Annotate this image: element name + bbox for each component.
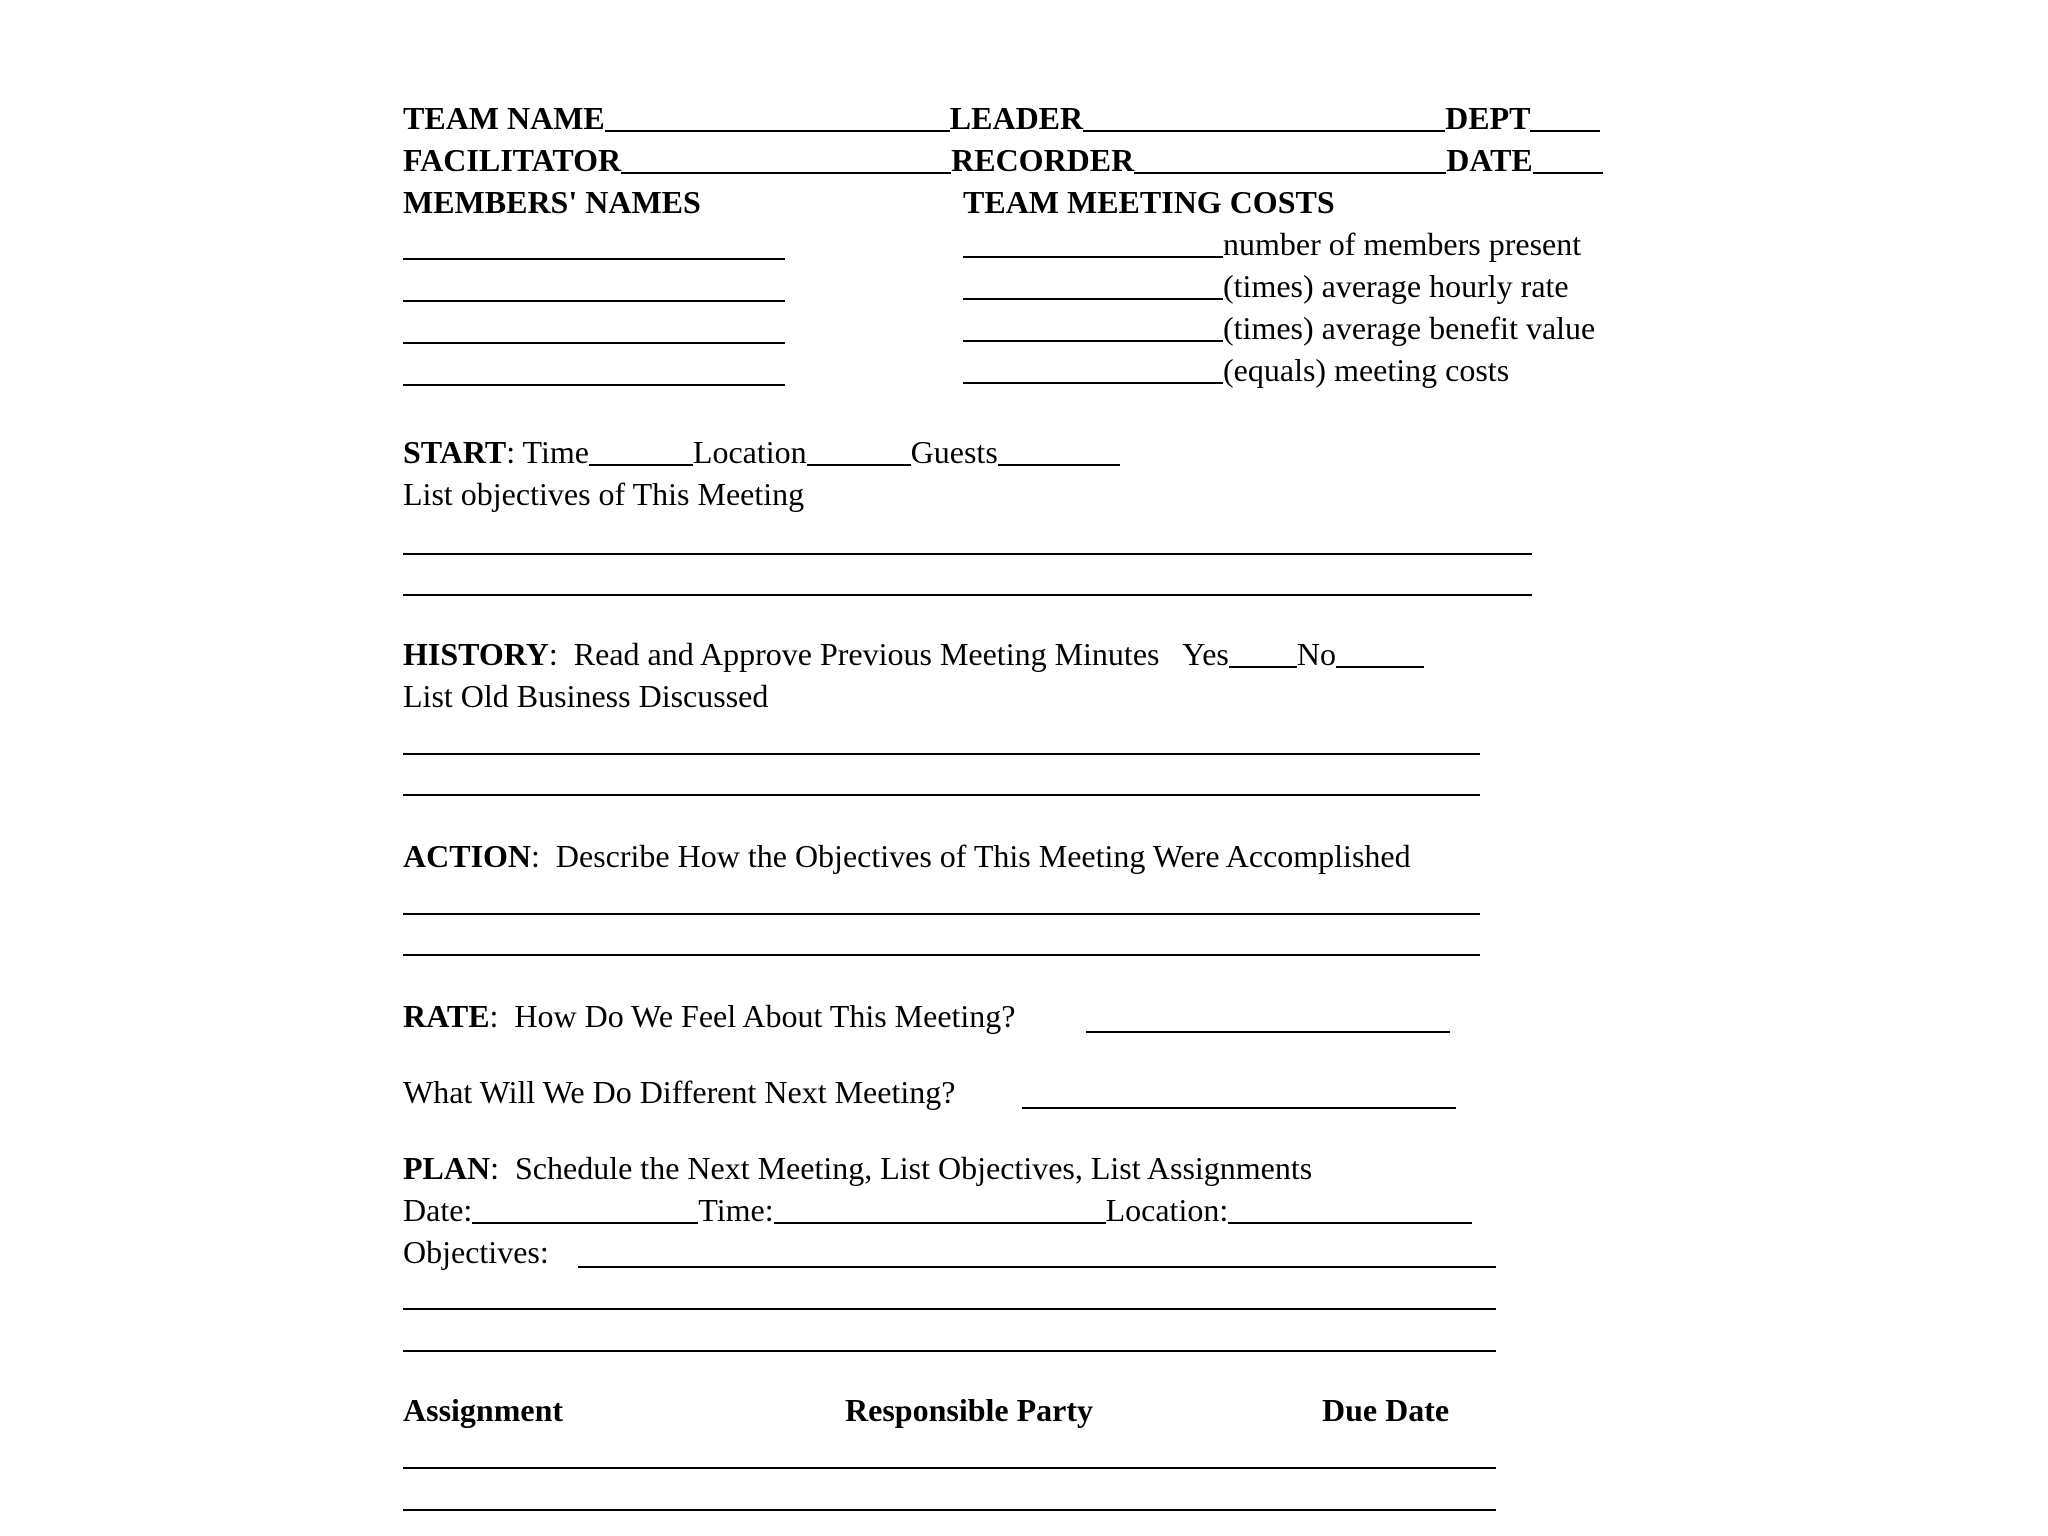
leader-label: LEADER bbox=[949, 100, 1084, 136]
due-date-column-header: Due Date bbox=[1322, 1392, 1450, 1428]
assignment-column-header: Assignment bbox=[403, 1392, 564, 1428]
action-heading: ACTION bbox=[403, 838, 532, 874]
dept-blank[interactable] bbox=[1530, 130, 1600, 132]
start-location-blank[interactable] bbox=[807, 464, 911, 466]
plan-date-row bbox=[403, 1190, 1472, 1230]
cost-label: (equals) meeting costs bbox=[1223, 352, 1510, 388]
recorder-blank[interactable] bbox=[1134, 172, 1446, 174]
start-location-label: Location bbox=[692, 434, 807, 470]
cost-label: (times) average hourly rate bbox=[1223, 268, 1569, 304]
member-name-line[interactable] bbox=[403, 384, 785, 386]
different-next-line[interactable] bbox=[1022, 1107, 1456, 1109]
objectives-line[interactable] bbox=[403, 553, 1532, 555]
team-name-label: TEAM NAME bbox=[403, 100, 605, 136]
old-business-line[interactable] bbox=[403, 794, 1480, 796]
plan-time-blank[interactable] bbox=[774, 1222, 1106, 1224]
member-name-line[interactable] bbox=[403, 258, 785, 260]
rate-text: : How Do We Feel About This Meeting? bbox=[489, 998, 1016, 1034]
start-guests-label: Guests bbox=[910, 434, 998, 470]
cost-row bbox=[963, 224, 1581, 264]
rate-row bbox=[403, 996, 1016, 1036]
plan-objectives-line[interactable] bbox=[403, 1350, 1496, 1352]
list-old-business-label: List Old Business Discussed bbox=[403, 678, 769, 714]
team-name-row bbox=[403, 98, 1600, 138]
history-yes-blank[interactable] bbox=[1229, 666, 1297, 668]
cost-label: number of members present bbox=[1223, 226, 1582, 262]
plan-objectives-line[interactable] bbox=[403, 1308, 1496, 1310]
rate-feel-line[interactable] bbox=[1086, 1031, 1450, 1033]
date-blank[interactable] bbox=[1533, 172, 1603, 174]
dept-label: DEPT bbox=[1445, 100, 1531, 136]
cost-row bbox=[963, 308, 1595, 348]
assignment-line[interactable] bbox=[403, 1509, 1496, 1511]
list-objectives-label: List objectives of This Meeting bbox=[403, 476, 805, 512]
start-time-blank[interactable] bbox=[589, 464, 693, 466]
history-no-blank[interactable] bbox=[1336, 666, 1424, 668]
cost-blank[interactable] bbox=[963, 340, 1223, 342]
action-line[interactable] bbox=[403, 954, 1480, 956]
different-next-label: What Will We Do Different Next Meeting? bbox=[403, 1074, 956, 1110]
action-line[interactable] bbox=[403, 913, 1480, 915]
plan-location-blank[interactable] bbox=[1228, 1222, 1472, 1224]
action-row bbox=[403, 836, 1411, 876]
plan-objectives-label: Objectives: bbox=[403, 1234, 549, 1270]
start-heading: START bbox=[403, 434, 507, 470]
member-name-line[interactable] bbox=[403, 342, 785, 344]
objectives-line[interactable] bbox=[403, 594, 1532, 596]
plan-text: : Schedule the Next Meeting, List Objectives, List Assignments bbox=[490, 1150, 1313, 1186]
cost-row bbox=[963, 266, 1569, 306]
plan-heading: PLAN bbox=[403, 1150, 491, 1186]
plan-row bbox=[403, 1148, 1312, 1188]
members-names-heading: MEMBERS' NAMES bbox=[403, 184, 701, 220]
start-guests-blank[interactable] bbox=[998, 464, 1120, 466]
facilitator-label: FACILITATOR bbox=[403, 142, 622, 178]
facilitator-row bbox=[403, 140, 1603, 180]
cost-blank[interactable] bbox=[963, 256, 1223, 258]
old-business-line[interactable] bbox=[403, 753, 1480, 755]
plan-objectives-line[interactable] bbox=[578, 1266, 1496, 1268]
team-meeting-costs-heading: TEAM MEETING COSTS bbox=[963, 184, 1335, 220]
history-no-label: No bbox=[1296, 636, 1336, 672]
responsible-party-column-header: Responsible Party bbox=[845, 1392, 1093, 1428]
plan-time-label: Time: bbox=[698, 1192, 774, 1228]
cost-label: (times) average benefit value bbox=[1223, 310, 1596, 346]
cost-blank[interactable] bbox=[963, 298, 1223, 300]
recorder-label: RECORDER bbox=[951, 142, 1135, 178]
start-time-label: : Time bbox=[506, 434, 589, 470]
leader-blank[interactable] bbox=[1083, 130, 1445, 132]
team-name-blank[interactable] bbox=[605, 130, 950, 132]
rate-heading: RATE bbox=[403, 998, 490, 1034]
plan-date-blank[interactable] bbox=[472, 1222, 698, 1224]
start-row bbox=[403, 432, 1120, 472]
history-text: : Read and Approve Previous Meeting Minutes Yes bbox=[548, 636, 1229, 672]
date-label: DATE bbox=[1446, 142, 1533, 178]
member-name-line[interactable] bbox=[403, 300, 785, 302]
cost-blank[interactable] bbox=[963, 382, 1223, 384]
cost-row bbox=[963, 350, 1509, 390]
facilitator-blank[interactable] bbox=[621, 172, 951, 174]
plan-location-label: Location: bbox=[1105, 1192, 1229, 1228]
plan-date-label: Date: bbox=[403, 1192, 473, 1228]
history-heading: HISTORY bbox=[403, 636, 549, 672]
action-text: : Describe How the Objectives of This Meeting Were Accomplished bbox=[531, 838, 1411, 874]
assignment-line[interactable] bbox=[403, 1467, 1496, 1469]
history-row bbox=[403, 634, 1424, 674]
